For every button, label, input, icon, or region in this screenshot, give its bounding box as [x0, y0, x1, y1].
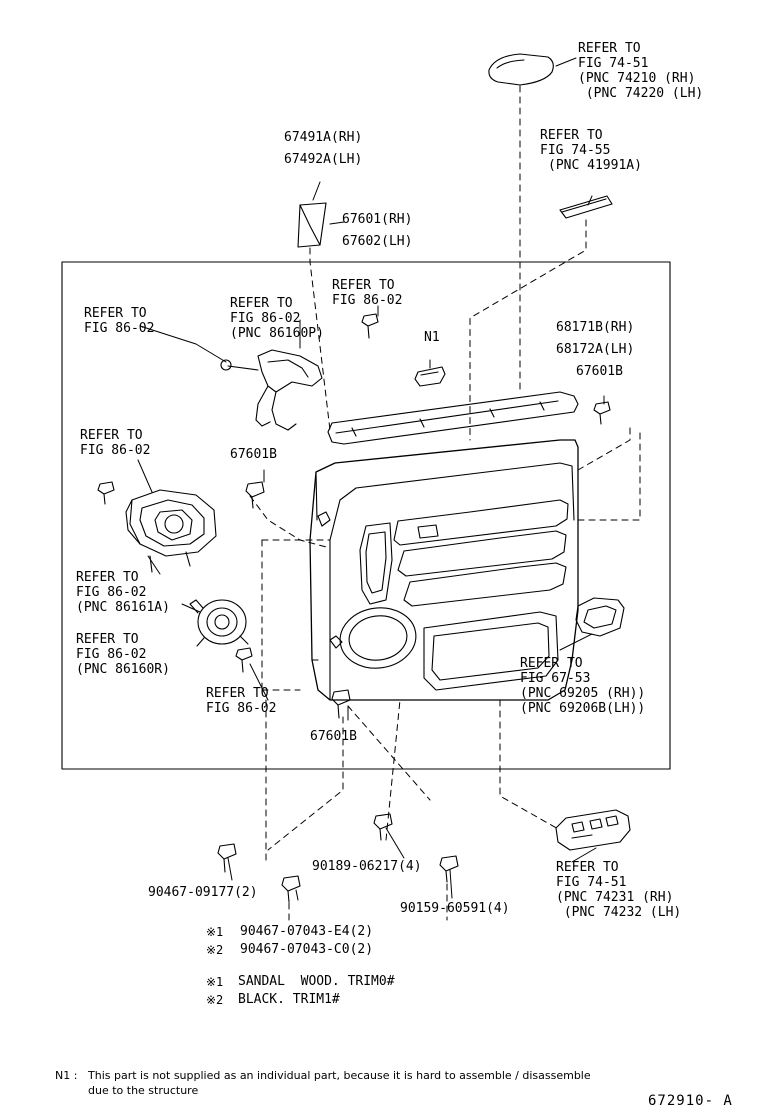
label-67602-lh: 67602(LH)	[342, 234, 413, 249]
label-ref-86-02-bottom: REFER TO	[206, 686, 269, 701]
label-ref-86-02-86161A-pnc: (PNC 86161A)	[76, 600, 170, 615]
label-ref-86-02-86160R-fig: FIG 86-02	[76, 647, 147, 662]
label-bolt-90467-09177: 90467-09177(2)	[148, 885, 258, 900]
label-ref-74-55-fig: FIG 74-55	[540, 143, 611, 158]
label-ref-74-51-bot-pnc-lh: (PNC 74232 (LH)	[556, 905, 682, 920]
variant-mark-2: ※2	[206, 943, 224, 957]
legend-text-1: SANDAL WOOD. TRIM0#	[238, 974, 395, 989]
label-ref-86-02-left: REFER TO	[84, 306, 147, 321]
label-ref-74-55-pnc: (PNC 41991A)	[548, 158, 642, 173]
label-ref-86-02-86160R: REFER TO	[76, 632, 139, 647]
variant-code-1: 90467-07043-E4(2)	[240, 924, 374, 939]
label-ref-74-51-bot-fig: FIG 74-51	[556, 875, 627, 890]
label-ref-86-02-86161A-fig: FIG 86-02	[76, 585, 147, 600]
label-ref-86-02-86160P-fig: FIG 86-02	[230, 311, 301, 326]
door-lock-assembly-shape	[130, 490, 216, 556]
label-ref-86-02-left-fig: FIG 86-02	[84, 321, 155, 336]
label-67601B-mid: 67601B	[230, 447, 277, 462]
footnote-line-1: This part is not supplied as an individual part, because it is hard to assemble / disassemble	[88, 1069, 591, 1082]
label-67492A-lh: 67492A(LH)	[284, 152, 363, 167]
figure-code: 672910- A	[648, 1093, 733, 1109]
legend-text-2: BLACK. TRIM1#	[238, 992, 340, 1007]
label-bolt-90159-60591: 90159-60591(4)	[400, 901, 510, 916]
label-ref-67-53-fig: FIG 67-53	[520, 671, 591, 686]
variant-code-2: 90467-07043-C0(2)	[240, 942, 374, 957]
speaker-shape	[198, 600, 246, 644]
label-ref-86-02-mid-left: REFER TO	[80, 428, 143, 443]
label-ref-86-02-top: REFER TO	[332, 278, 395, 293]
footnote-marker: N1 :	[55, 1069, 78, 1082]
label-ref-86-02-top-fig: FIG 86-02	[332, 293, 403, 308]
label-67491A-rh: 67491A(RH)	[284, 130, 363, 145]
fastener-glyphs	[98, 314, 610, 902]
label-ref-86-02-86160R-pnc: (PNC 86160R)	[76, 662, 170, 677]
legend-mark-2: ※2	[206, 993, 224, 1007]
legend-mark-1: ※1	[206, 975, 224, 989]
label-ref-74-51-top-pnc-rh: (PNC 74210 (RH)	[578, 71, 696, 86]
label-ref-86-02-86160P: REFER TO	[230, 296, 293, 311]
label-67601-rh: 67601(RH)	[342, 212, 413, 227]
handle-bezel-shape	[576, 598, 624, 636]
label-ref-74-51-top-fig: FIG 74-51	[578, 56, 649, 71]
label-ref-74-55: REFER TO	[540, 128, 603, 143]
label-ref-74-51-bot-pnc-rh: (PNC 74231 (RH)	[556, 890, 674, 905]
variant-mark-1: ※1	[206, 925, 224, 939]
label-ref-74-51-top-pnc-lh: (PNC 74220 (LH)	[578, 86, 704, 101]
label-ref-86-02-mid-left-fig: FIG 86-02	[80, 443, 151, 458]
label-68172A-lh: 68172A(LH)	[556, 342, 635, 357]
label-ref-67-53-pnc-rh: (PNC 69205 (RH))	[520, 686, 646, 701]
label-67601B-bot: 67601B	[310, 729, 357, 744]
label-ref-86-02-bottom-fig: FIG 86-02	[206, 701, 277, 716]
label-bolt-90189-06217: 90189-06217(4)	[312, 859, 422, 874]
label-ref-74-51-bot: REFER TO	[556, 860, 619, 875]
label-67601B-top: 67601B	[576, 364, 623, 379]
door-garnish	[328, 392, 578, 444]
switch-panel-shape	[556, 810, 630, 850]
label-ref-86-02-86160P-pnc: (PNC 86160P)	[230, 326, 324, 341]
label-ref-67-53-pnc-lh: (PNC 69206B(LH))	[520, 701, 646, 716]
footnote-line-2: due to the structure	[88, 1084, 199, 1097]
label-ref-74-51-top: REFER TO	[578, 41, 641, 56]
label-ref-67-53: REFER TO	[520, 656, 583, 671]
label-68171B-rh: 68171B(RH)	[556, 320, 635, 335]
armrest-pull-shape	[489, 54, 553, 85]
label-ref-86-02-86161A: REFER TO	[76, 570, 139, 585]
n1-clip-shape	[415, 367, 445, 386]
label-n1-marker: N1	[424, 330, 440, 345]
